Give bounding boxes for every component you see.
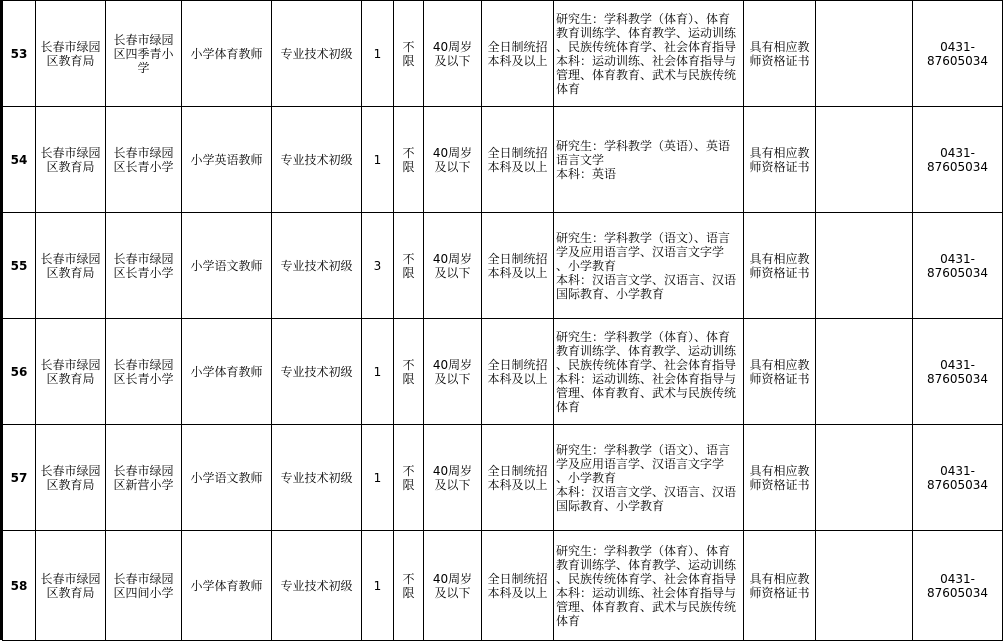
- major-requirement-line: 本科：运动训练、社会体育指导与: [556, 585, 737, 600]
- phone-cell: 0431-87605034: [913, 1, 1003, 107]
- level-cell: 专业技术初级: [272, 213, 362, 319]
- age-cell: 40周岁及以下: [424, 425, 482, 531]
- level-cell: 专业技术初级: [272, 1, 362, 107]
- position-cell: 小学体育教师: [182, 531, 272, 641]
- school-cell: 长春市绿园区长青小学: [106, 213, 182, 319]
- education-cell: 全日制统招本科及以上: [482, 425, 554, 531]
- phone-cell: 0431-87605034: [913, 213, 1003, 319]
- major-requirement-line: 管理、体育教育、武术与民族传统: [556, 67, 737, 82]
- table-row: [3, 531, 1003, 641]
- major-requirement-line: 研究生：学科教学（语文）、语言: [556, 442, 731, 457]
- major-requirement-line: 本科：汉语言文学、汉语言、汉语: [556, 484, 737, 499]
- major-requirement-line: 语言文学: [556, 152, 605, 167]
- major-requirement-line: 研究生：学科教学（体育）、体育: [556, 543, 731, 558]
- certificate-cell: 具有相应教师资格证书: [744, 425, 816, 531]
- count-cell: 1: [362, 531, 394, 641]
- row-number: 56: [3, 319, 36, 425]
- major-requirement-line: 教育训练学、体育教学、运动训练: [556, 25, 737, 40]
- gender-cell: 不限: [394, 107, 424, 213]
- level-cell: 专业技术初级: [272, 319, 362, 425]
- blank-cell: [816, 319, 913, 425]
- count-cell: 3: [362, 213, 394, 319]
- position-cell: 小学语文教师: [182, 213, 272, 319]
- school-cell: 长春市绿园区长青小学: [106, 319, 182, 425]
- gender-cell: 不限: [394, 213, 424, 319]
- blank-cell: [816, 107, 913, 213]
- gender-cell: 不限: [394, 425, 424, 531]
- dept-cell: 长春市绿园区教育局: [36, 319, 106, 425]
- age-cell: 40周岁及以下: [424, 531, 482, 641]
- major-requirement-line: 本科：运动训练、社会体育指导与: [556, 53, 737, 68]
- education-cell: 全日制统招本科及以上: [482, 107, 554, 213]
- major-requirement-line: 本科：运动训练、社会体育指导与: [556, 371, 737, 386]
- row-number: 54: [3, 107, 36, 213]
- recruitment-table: [2, 0, 1003, 641]
- dept-cell: 长春市绿园区教育局: [36, 531, 106, 641]
- age-cell: 40周岁及以下: [424, 107, 482, 213]
- major-requirements-cell: [554, 531, 744, 641]
- row-number: 58: [3, 531, 36, 641]
- table-row: [3, 213, 1003, 319]
- row-number: 55: [3, 213, 36, 319]
- certificate-cell: 具有相应教师资格证书: [744, 1, 816, 107]
- major-requirement-line: 研究生：学科教学（英语）、英语: [556, 138, 731, 153]
- certificate-cell: 具有相应教师资格证书: [744, 531, 816, 641]
- major-requirements-cell: [554, 425, 744, 531]
- gender-cell: 不限: [394, 1, 424, 107]
- table-row: [3, 1, 1003, 107]
- dept-cell: 长春市绿园区教育局: [36, 107, 106, 213]
- major-requirement-line: 体育: [556, 399, 581, 414]
- age-cell: 40周岁及以下: [424, 319, 482, 425]
- gender-cell: 不限: [394, 319, 424, 425]
- major-requirement-line: 本科：汉语言文学、汉语言、汉语: [556, 272, 737, 287]
- major-requirement-line: 、民族传统体育学、社会体育指导: [556, 571, 737, 586]
- gender-cell: 不限: [394, 531, 424, 641]
- major-requirements-cell: [554, 213, 744, 319]
- table-row: [3, 107, 1003, 213]
- major-requirement-line: 、小学教育: [556, 470, 617, 485]
- major-requirement-line: 国际教育、小学教育: [556, 498, 665, 513]
- major-requirement-line: 体育: [556, 81, 581, 96]
- major-requirement-line: 教育训练学、体育教学、运动训练: [556, 343, 737, 358]
- position-cell: 小学英语教师: [182, 107, 272, 213]
- major-requirement-line: 教育训练学、体育教学、运动训练: [556, 557, 737, 572]
- dept-cell: 长春市绿园区教育局: [36, 1, 106, 107]
- major-requirement-line: 管理、体育教育、武术与民族传统: [556, 599, 737, 614]
- position-cell: 小学语文教师: [182, 425, 272, 531]
- school-cell: 长春市绿园区新营小学: [106, 425, 182, 531]
- major-requirement-line: 研究生：学科教学（体育）、体育: [556, 11, 731, 26]
- certificate-cell: 具有相应教师资格证书: [744, 319, 816, 425]
- education-cell: 全日制统招本科及以上: [482, 1, 554, 107]
- count-cell: 1: [362, 1, 394, 107]
- school-cell: 长春市绿园区长青小学: [106, 107, 182, 213]
- education-cell: 全日制统招本科及以上: [482, 531, 554, 641]
- level-cell: 专业技术初级: [272, 531, 362, 641]
- left-border: [0, 0, 2, 640]
- row-number: 57: [3, 425, 36, 531]
- row-number: 53: [3, 1, 36, 107]
- level-cell: 专业技术初级: [272, 425, 362, 531]
- major-requirement-line: 体育: [556, 613, 581, 628]
- major-requirement-line: 国际教育、小学教育: [556, 286, 665, 301]
- dept-cell: 长春市绿园区教育局: [36, 425, 106, 531]
- major-requirement-line: 学及应用语言学、汉语言文字学: [556, 456, 725, 471]
- major-requirement-line: 研究生：学科教学（语文）、语言: [556, 230, 731, 245]
- major-requirement-line: 、民族传统体育学、社会体育指导: [556, 39, 737, 54]
- major-requirement-line: 、小学教育: [556, 258, 617, 273]
- table-row: [3, 425, 1003, 531]
- table-body: [3, 1, 1003, 641]
- major-requirements-cell: [554, 319, 744, 425]
- phone-cell: 0431-87605034: [913, 531, 1003, 641]
- phone-cell: 0431-87605034: [913, 107, 1003, 213]
- major-requirement-line: 学及应用语言学、汉语言文字学: [556, 244, 725, 259]
- major-requirements-cell: [554, 1, 744, 107]
- position-cell: 小学体育教师: [182, 1, 272, 107]
- school-cell: 长春市绿园区四季青小学: [106, 1, 182, 107]
- table-row: [3, 319, 1003, 425]
- blank-cell: [816, 531, 913, 641]
- major-requirement-line: 本科：英语: [556, 166, 617, 181]
- major-requirement-line: 、民族传统体育学、社会体育指导: [556, 357, 737, 372]
- count-cell: 1: [362, 107, 394, 213]
- major-requirement-line: 研究生：学科教学（体育）、体育: [556, 329, 731, 344]
- blank-cell: [816, 425, 913, 531]
- blank-cell: [816, 213, 913, 319]
- major-requirements-cell: [554, 107, 744, 213]
- age-cell: 40周岁及以下: [424, 1, 482, 107]
- count-cell: 1: [362, 425, 394, 531]
- education-cell: 全日制统招本科及以上: [482, 319, 554, 425]
- school-cell: 长春市绿园区四间小学: [106, 531, 182, 641]
- phone-cell: 0431-87605034: [913, 319, 1003, 425]
- blank-cell: [816, 1, 913, 107]
- dept-cell: 长春市绿园区教育局: [36, 213, 106, 319]
- major-requirement-line: 管理、体育教育、武术与民族传统: [556, 385, 737, 400]
- education-cell: 全日制统招本科及以上: [482, 213, 554, 319]
- level-cell: 专业技术初级: [272, 107, 362, 213]
- certificate-cell: 具有相应教师资格证书: [744, 107, 816, 213]
- position-cell: 小学体育教师: [182, 319, 272, 425]
- phone-cell: 0431-87605034: [913, 425, 1003, 531]
- age-cell: 40周岁及以下: [424, 213, 482, 319]
- count-cell: 1: [362, 319, 394, 425]
- certificate-cell: 具有相应教师资格证书: [744, 213, 816, 319]
